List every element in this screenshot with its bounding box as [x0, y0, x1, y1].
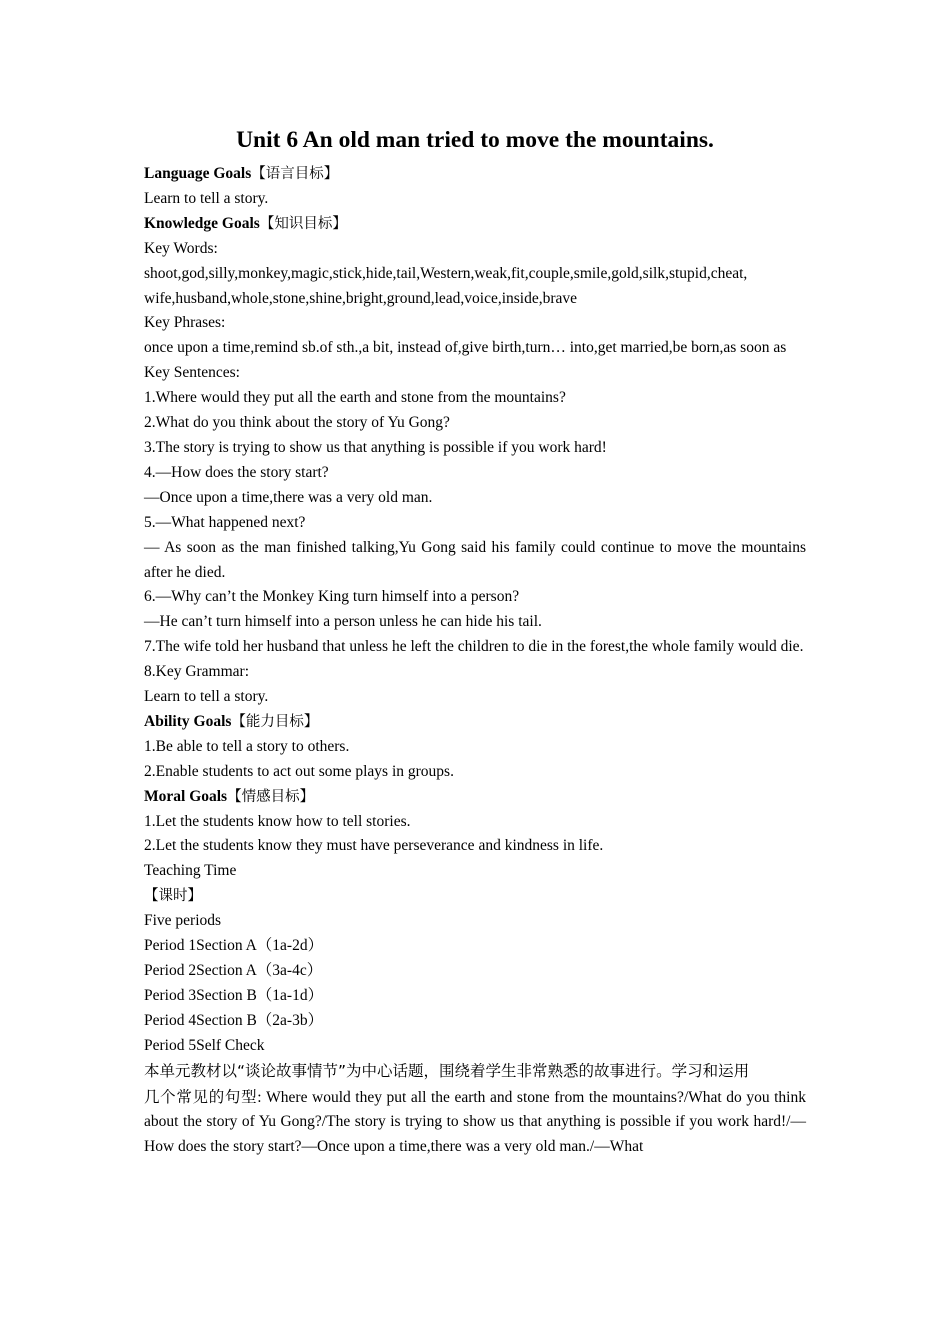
period-item: Period 5Self Check — [144, 1036, 265, 1054]
ability-goals-heading-en: Ability Goals — [144, 712, 232, 730]
key-sentence: — As soon as the man finished talking,Yu Gong said his family could continue to move the mountains after he died. — [144, 538, 806, 581]
ability-goals-heading — [144, 710, 806, 735]
key-sentence: 6.—Why can’t the Monkey King turn himself into a person? — [144, 588, 520, 606]
knowledge-goals-heading — [144, 212, 806, 237]
key-phrases-text: once upon a time,remind sb.of sth.,a bit, instead of,give birth,turn… into,get married,be born,as soon as — [144, 339, 787, 357]
period-item: Period 3Section B（1a-1d） — [144, 986, 324, 1004]
key-sentences-label: Key Sentences: — [144, 364, 240, 382]
moral-goals-heading — [144, 785, 806, 810]
knowledge-goals-heading-en: Knowledge Goals — [144, 214, 260, 232]
language-goals-text: Learn to tell a story. — [144, 189, 269, 207]
period-item: Period 4Section B（2a-3b） — [144, 1011, 324, 1029]
key-sentence: —Once upon a time,there was a very old man. — [144, 488, 433, 506]
key-words-line-1: shoot,god,silly,monkey,magic,stick,hide,tail,Western,weak,fit,couple,smile,gold,silk,stupid,cheat, — [144, 264, 748, 282]
summary-text: : Where would they put all the earth and stone from the mountains?/What do you think about the story of Yu Gong?/The story is trying to show us that anything is possible if you work hard!/—How does the story start?—Once upon a time,there was a very old man./—What — [144, 1088, 806, 1156]
summary-paragraph — [144, 1085, 806, 1161]
key-words-line-2: wife,husband,whole,stone,shine,bright,ground,lead,voice,inside,brave — [144, 289, 578, 307]
key-sentence: 2.What do you think about the story of Yu Gong? — [144, 414, 450, 432]
moral-goals-heading-cn: 【情感目标】 — [227, 788, 315, 805]
moral-goals-heading-en: Moral Goals — [144, 787, 228, 805]
key-sentence: 5.—What happened next? — [144, 513, 306, 531]
ability-goal-item: 2.Enable students to act out some plays in groups. — [144, 762, 454, 780]
key-sentence: 4.—How does the story start? — [144, 463, 329, 481]
teaching-time-label-cn: 【课时】 — [144, 888, 202, 905]
summary-cn-text-1: 本单元教材以“谈论故事情节”为中心话题，围绕着学生非常熟悉的故事进行。学习和运用 — [144, 1061, 750, 1080]
page-title: Unit 6 An old man tried to move the mountains. — [236, 127, 714, 153]
key-grammar-label: 8.Key Grammar: — [144, 663, 250, 681]
period-item: Period 2Section A（3a-4c） — [144, 962, 323, 979]
key-sentence: 1.Where would they put all the earth and stone from the mountains? — [144, 389, 566, 407]
moral-goal-item: 1.Let the students know how to tell stories. — [144, 812, 411, 830]
summary-cn-line-1 — [144, 1059, 806, 1085]
key-grammar-text: Learn to tell a story. — [144, 688, 269, 706]
teaching-time-total: Five periods — [144, 912, 222, 930]
language-goals-heading-en: Language Goals — [144, 165, 252, 182]
ability-goals-heading-cn: 【能力目标】 — [231, 713, 319, 730]
knowledge-goals-heading-cn: 【知识目标】 — [259, 215, 347, 232]
key-sentence: 3.The story is trying to show us that anything is possible if you work hard! — [144, 438, 607, 456]
summary-cn-text-2: 几个常见的句型 — [144, 1087, 258, 1106]
language-goals-heading — [144, 162, 806, 187]
key-phrases-label: Key Phrases: — [144, 314, 226, 332]
period-item: Period 1Section A（1a-2d） — [144, 937, 324, 955]
key-sentence: 7.The wife told her husband that unless he left the children to die in the forest,the whole family would die. — [144, 638, 804, 656]
language-goals-heading-cn: 【语言目标】 — [251, 166, 339, 182]
teaching-time-label: Teaching Time — [144, 862, 237, 880]
key-sentence: —He can’t turn himself into a person unless he can hide his tail. — [144, 613, 542, 631]
document-page — [144, 120, 806, 1160]
key-words-label: Key Words: — [144, 239, 218, 257]
ability-goal-item: 1.Be able to tell a story to others. — [144, 737, 350, 755]
moral-goal-item: 2.Let the students know they must have perseverance and kindness in life. — [144, 837, 604, 855]
